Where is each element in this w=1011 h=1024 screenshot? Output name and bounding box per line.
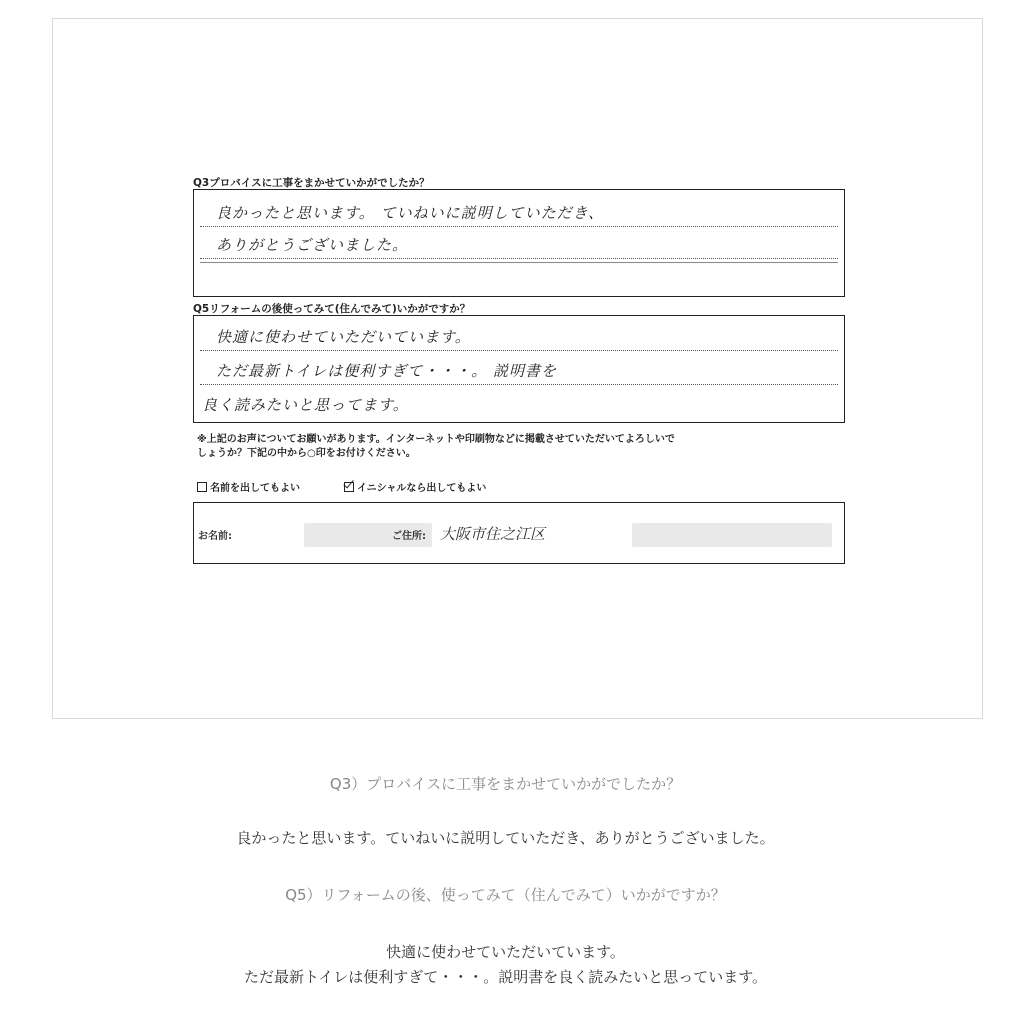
option-initials-ok: イニシャルなら出してもよい bbox=[344, 479, 486, 494]
q3-handwritten-line-1: 良かったと思います。 ていねいに説明していただき、 bbox=[216, 204, 604, 222]
permission-options bbox=[197, 479, 486, 494]
redacted-address bbox=[632, 523, 832, 547]
name-label: お名前: bbox=[198, 531, 232, 542]
q5-handwritten-line-1: 快適に使わせていただいています。 bbox=[216, 328, 471, 346]
q5-handwritten-line-2: ただ最新トイレは便利すぎて・・・。 説明書を bbox=[216, 362, 558, 380]
q3-header: Q3プロバイスに工事をまかせていかがでしたか？ bbox=[193, 177, 430, 189]
q3-answer-box bbox=[193, 189, 845, 297]
checked-checkbox-icon bbox=[344, 482, 354, 492]
transcript-a5 bbox=[0, 940, 1011, 990]
q5-handwritten-line-3: 良く読みたいと思ってます。 bbox=[202, 396, 409, 414]
transcript-q5: Q5）リフォームの後、使ってみて（住んでみて）いかがですか？ bbox=[285, 886, 726, 904]
permission-note: ※上記のお声についてお願いがあります。インターネットや印刷物などに掲載させていただいてよろしいで しょうか？下記の中から○印をお付けください。 bbox=[197, 434, 675, 459]
transcript-a3: 良かったと思います。ていねいに説明していただき、ありがとうございました。 bbox=[236, 829, 775, 847]
address-label: ご住所: bbox=[392, 531, 426, 542]
checkbox-icon bbox=[197, 482, 207, 492]
name-address-box bbox=[193, 502, 845, 564]
q3-handwritten-line-2: ありがとうございました。 bbox=[216, 236, 409, 254]
transcript-a5-line-1: 快適に使わせていただいています。 bbox=[386, 943, 625, 961]
transcript-q3: Q3）プロバイスに工事をまかせていかがでしたか？ bbox=[329, 775, 682, 793]
q5-answer-box bbox=[193, 315, 845, 423]
survey-sheet bbox=[193, 169, 845, 565]
address-handwritten: 大阪市住之江区 bbox=[440, 525, 546, 543]
q5-header: Q5リフォームの後使ってみて(住んでみて)いかがですか？ bbox=[193, 303, 471, 315]
survey-photo bbox=[52, 18, 983, 719]
option-name-ok: 名前を出してもよい bbox=[197, 479, 300, 494]
transcript-a5-line-2: ただ最新トイレは便利すぎて・・・。説明書を良く読みたいと思っています。 bbox=[243, 968, 768, 986]
